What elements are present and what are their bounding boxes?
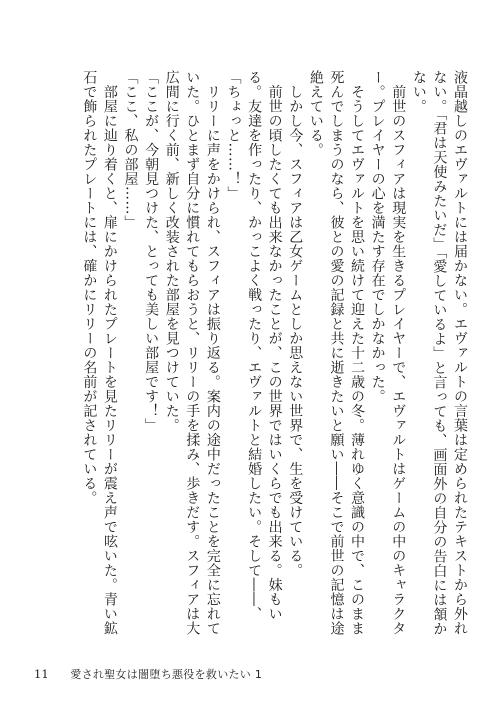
page-number: 11	[34, 667, 49, 681]
body-text	[30, 70, 470, 640]
page-footer	[34, 666, 262, 682]
paragraph: 液晶越しのエヴァルトには届かない。エヴァルトの言葉は定められたテキストから外れない。「君は天使みたいだ」「愛しているよ」と言っても、画面外の自分の告白には頷かない。	[410, 70, 468, 636]
running-title: 愛され聖女は闇堕ち悪役を救いたい 1	[70, 668, 263, 681]
paragraph: 部屋に辿り着くと、扉にかけられたプレートを見たリリーが震え声で呟いた。青い鉱石で飾られたプレートには、確かにリリーの名前が記されている。	[81, 70, 118, 636]
dialogue-line: 「ここが、今朝見つけた、とっても美しい部屋です！」	[143, 70, 160, 433]
paragraph: しかし今、スフィアは乙女ゲームとしか思えない世界で、生を受けている。	[287, 70, 304, 578]
dialogue-line: 「ここ、私の部屋……」	[122, 70, 139, 230]
paragraph: そうしてエヴァルトを思い続けて迎えた十二歳の冬。薄れゆく意識の中で、このまま死んでしまうのなら、彼との愛の記録と共に逝きたいと願い――そこで前世の記憶は途絶えている。	[307, 70, 366, 636]
paragraph: リリーに声をかけられ、スフィアは振り返る。案内の途中だったことを完全に忘れていた。ひとまず自分に慣れてもらおうと、リリーの手を揉み、歩きだす。スフィアは大広間に行く前、新しく改装された部屋を見つけていた。	[163, 70, 221, 636]
paragraph: 前世のスフィアは現実を生きるプレイヤーで、エヴァルトはゲームの中のキャラクター。プレイヤーの心を満たす存在でしかなかった。	[369, 70, 407, 636]
paragraph: 前世の頃したくても出来なかったことが、この世界ではいくらでも出来る。妹もいる。友達を作ったり、かっこよく戦ったり、エヴァルトと結婚したい。そして――、	[246, 70, 283, 621]
dialogue-line: 「ちょっと……！」	[225, 70, 242, 201]
